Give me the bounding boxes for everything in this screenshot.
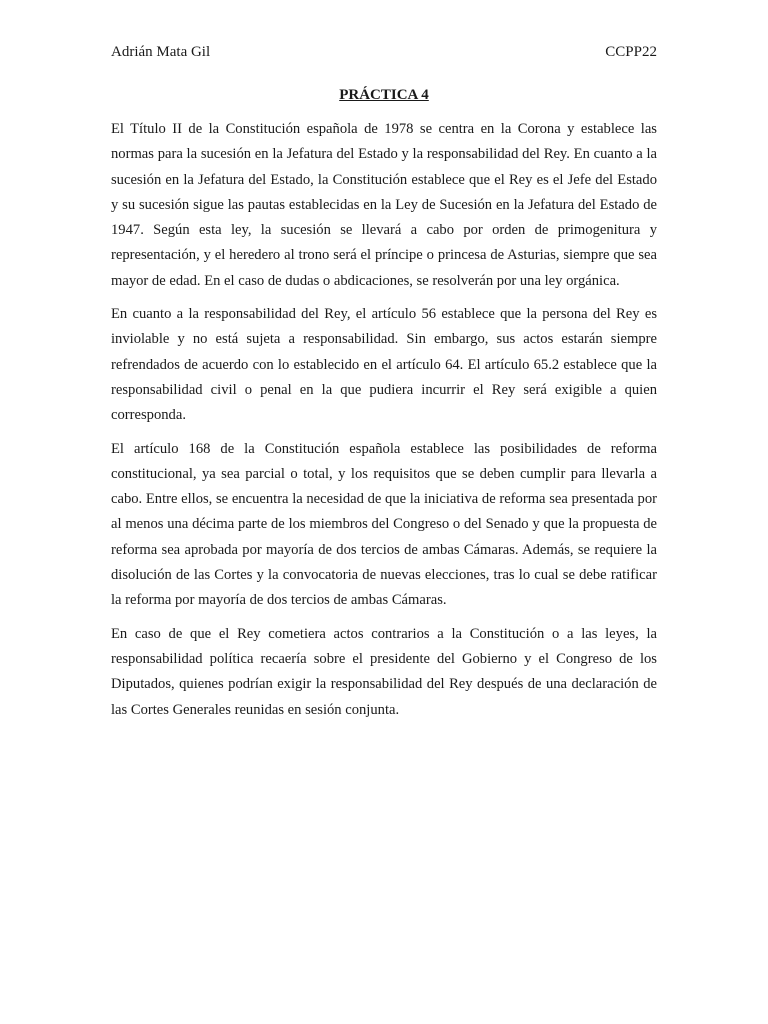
page-header: [111, 42, 657, 62]
document-body: [111, 117, 657, 731]
header-author: Adrián Mata Gil: [111, 44, 211, 60]
paragraph-4: En caso de que el Rey cometiera actos contrarios a la Constitución o a las leyes, la responsabilidad política recaería sobre el presidente del Gobierno y el Congreso de los Diputados, quienes podrían exigir la responsabilidad del Rey después de una declaración de las Cortes Generales reunidas en sesión conjunta.: [111, 625, 657, 718]
document-title: PRÁCTICA 4: [339, 87, 429, 103]
paragraph-2: En cuanto a la responsabilidad del Rey, el artículo 56 establece que la persona del Rey es inviolable y no está sujeta a responsabilidad. Sin embargo, sus actos estarán siempre refrendados de acuerdo con lo establecido en el artículo 64. El artículo 65.2 establece que la responsabilidad civil o penal en la que pudiera incurrir el Rey será exigible a quien corresponda.: [111, 306, 657, 424]
paragraph-3: El artículo 168 de la Constitución española establece las posibilidades de reforma constitucional, ya sea parcial o total, y los requisitos que se deben cumplir para llevarla a cabo. Entre ellos, se encuentra la necesidad de que la iniciativa de reforma sea presentada por al menos una décima parte de los miembros del Congreso o del Senado y que la propuesta de reforma sea aprobada por mayoría de dos tercios de ambas Cámaras. Además, se requiere la disolución de las Cortes y la convocatoria de nuevas elecciones, tras lo cual se debe ratificar la reforma por mayoría de dos tercios de ambas Cámaras.: [111, 440, 657, 609]
paragraph-1: El Título II de la Constitución española de 1978 se centra en la Corona y establece las normas para la sucesión en la Jefatura del Estado y la responsabilidad del Rey. En cuanto a la sucesión en la Jefatura del Estado, la Constitución establece que el Rey es el Jefe del Estado y su sucesión sigue las pautas establecidas en la Ley de Sucesión en la Jefatura del Estado de 1947. Según esta ley, la sucesión se llevará a cabo por orden de primogenitura y representación, y el heredero al trono será el príncipe o princesa de Asturias, siempre que sea mayor de edad. En el caso de dudas o abdicaciones, se resolverán por una ley orgánica.: [111, 121, 657, 289]
header-course: CCPP22: [605, 44, 657, 60]
